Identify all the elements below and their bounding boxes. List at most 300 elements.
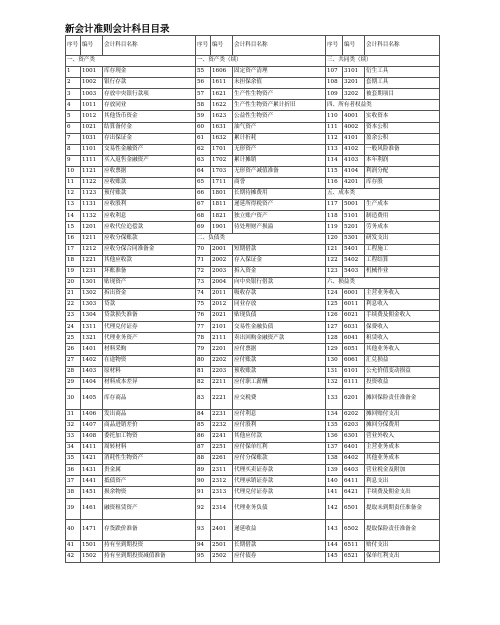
cell-seq: 9	[66, 155, 81, 166]
cell-account-name: 手续费及佣金支出	[365, 487, 440, 498]
column-header: 会计科目名称	[365, 36, 440, 56]
cell-account-name: 累计摊销	[233, 155, 326, 166]
column-header: 序号	[326, 36, 343, 56]
cell-code: 6061	[343, 355, 365, 366]
cell-seq: 6	[66, 122, 81, 133]
cell-seq: 34	[66, 443, 81, 454]
cell-seq: 88	[196, 454, 211, 465]
cell-account-name: 制造费用	[365, 211, 440, 222]
cell-account-name: 预付账款	[103, 189, 196, 200]
cell-account-name: 保单红利支出	[365, 551, 440, 562]
cell-code: 6051	[343, 344, 365, 355]
cell-seq: 108	[326, 78, 343, 89]
cell-account-name: 商誉	[233, 178, 326, 189]
cell-account-name: 利息支出	[365, 476, 440, 487]
account-catalog-table	[65, 35, 440, 563]
cell-code: 6521	[343, 551, 365, 562]
cell-code: 1631	[211, 122, 233, 133]
cell-code: 2001	[211, 244, 233, 255]
cell-seq: 125	[326, 300, 343, 311]
table-row	[66, 200, 440, 211]
cell-seq: 132	[326, 377, 343, 388]
table-row	[66, 300, 440, 311]
cell-seq: 38	[66, 487, 81, 498]
table-row	[66, 277, 440, 288]
cell-account-name: 抵债资产	[103, 476, 196, 487]
cell-seq: 65	[196, 178, 211, 189]
cell-account-name: 应收代位追偿款	[103, 222, 196, 233]
cell-account-name: 盈余公积	[365, 133, 440, 144]
cell-code: 4103	[343, 155, 365, 166]
cell-account-name: 融资租赁资产	[103, 498, 196, 519]
cell-code: 6031	[343, 322, 365, 333]
table-row	[66, 100, 440, 111]
table-row	[66, 432, 440, 443]
cell-seq: 73	[196, 277, 211, 288]
cell-code: 5403	[343, 266, 365, 277]
cell-seq: 30	[66, 388, 81, 409]
cell-account-name: 工程施工	[365, 244, 440, 255]
cell-seq: 55	[196, 67, 211, 78]
cell-account-name: 贵金属	[103, 465, 196, 476]
cell-code: 6041	[343, 333, 365, 344]
cell-code: 4002	[343, 122, 365, 133]
cell-seq: 36	[66, 465, 81, 476]
cell-account-name: 被套期项目	[365, 89, 440, 100]
cell-account-name: 持有至到期投资	[103, 540, 196, 551]
table-row	[66, 322, 440, 333]
cell-seq: 110	[326, 111, 343, 122]
cell-seq: 116	[326, 178, 343, 189]
cell-account-name: 贴现负债	[233, 311, 326, 322]
cell-account-name: 应收利息	[103, 211, 196, 222]
cell-seq: 117	[326, 200, 343, 211]
table-row	[66, 366, 440, 377]
cell-seq: 67	[196, 200, 211, 211]
cell-account-name: 生产性生物资产	[233, 89, 326, 100]
cell-account-name: 损余物资	[103, 487, 196, 498]
table-row	[66, 78, 440, 89]
cell-seq: 89	[196, 465, 211, 476]
cell-account-name: 一般风险准备	[365, 144, 440, 155]
table-row	[66, 244, 440, 255]
cell-account-name: 应收股利	[103, 200, 196, 211]
table-row	[66, 89, 440, 100]
cell-code: 2401	[211, 519, 233, 540]
cell-seq: 16	[66, 233, 81, 244]
column-header: 编号	[343, 36, 365, 56]
cell-seq: 82	[196, 377, 211, 388]
cell-code: 1021	[81, 122, 103, 133]
cell-code: 6421	[343, 487, 365, 498]
cell-code: 2021	[211, 311, 233, 322]
cell-seq: 12	[66, 189, 81, 200]
column-header: 编号	[81, 36, 103, 56]
cell-seq: 72	[196, 266, 211, 277]
cell-seq: 123	[326, 266, 343, 277]
cell-code: 2201	[211, 344, 233, 355]
section-label: 六、损益类	[326, 277, 440, 288]
cell-code: 5401	[343, 244, 365, 255]
cell-account-name: 消耗性生物资产	[103, 454, 196, 465]
cell-code: 1302	[81, 288, 103, 299]
cell-account-name: 贴现资产	[103, 277, 196, 288]
page-title: 新会计准则会计科目目录	[65, 24, 170, 35]
cell-account-name: 摊回保险责任准备金	[365, 388, 440, 409]
cell-seq: 107	[326, 67, 343, 78]
cell-account-name: 套期工具	[365, 78, 440, 89]
cell-code: 1401	[81, 344, 103, 355]
table-row	[66, 178, 440, 189]
cell-seq: 71	[196, 255, 211, 266]
cell-account-name: 存放中央银行款项	[103, 89, 196, 100]
cell-seq: 2	[66, 78, 81, 89]
cell-account-name: 应收账款	[103, 178, 196, 189]
cell-account-name: 长期借款	[233, 540, 326, 551]
cell-seq: 124	[326, 288, 343, 299]
cell-code: 1461	[81, 498, 103, 519]
cell-account-name: 坏账准备	[103, 266, 196, 277]
cell-account-name: 其他应收款	[103, 255, 196, 266]
cell-seq: 37	[66, 476, 81, 487]
cell-seq: 13	[66, 200, 81, 211]
cell-account-name: 主营业务收入	[365, 288, 440, 299]
cell-code: 5101	[343, 211, 365, 222]
cell-seq: 92	[196, 498, 211, 519]
cell-account-name: 待处理财产损溢	[233, 222, 326, 233]
cell-account-name: 摊回分保费用	[365, 420, 440, 431]
cell-account-name: 其他业务收入	[365, 344, 440, 355]
cell-code: 6011	[343, 300, 365, 311]
cell-code: 1011	[81, 100, 103, 111]
cell-code: 1701	[211, 144, 233, 155]
cell-account-name: 递延所得税资产	[233, 200, 326, 211]
table-row	[66, 122, 440, 133]
cell-account-name: 应收分保账款	[103, 233, 196, 244]
cell-code: 2012	[211, 300, 233, 311]
cell-account-name: 应付利息	[233, 409, 326, 420]
cell-seq: 62	[196, 144, 211, 155]
cell-code: 6301	[343, 432, 365, 443]
cell-code: 2202	[211, 355, 233, 366]
cell-code: 6101	[343, 366, 365, 377]
cell-seq: 64	[196, 166, 211, 177]
cell-account-name: 实收资本	[365, 111, 440, 122]
cell-seq: 112	[326, 133, 343, 144]
cell-code: 1121	[81, 166, 103, 177]
cell-seq: 111	[326, 122, 343, 133]
cell-code: 6111	[343, 377, 365, 388]
cell-code: 1611	[211, 78, 233, 89]
cell-account-name: 应付职工薪酬	[233, 377, 326, 388]
cell-account-name: 应付保单红利	[233, 443, 326, 454]
cell-seq: 10	[66, 166, 81, 177]
cell-code: 2502	[211, 551, 233, 562]
cell-seq: 115	[326, 166, 343, 177]
cell-seq: 90	[196, 476, 211, 487]
cell-account-name: 保费收入	[365, 322, 440, 333]
cell-account-name: 材料采购	[103, 344, 196, 355]
cell-code: 1451	[81, 487, 103, 498]
section-label: 四、所有者权益类	[326, 100, 440, 111]
cell-seq: 68	[196, 211, 211, 222]
cell-account-name: 拆入资金	[233, 266, 326, 277]
cell-account-name: 贷款损失准备	[103, 311, 196, 322]
cell-code: 6203	[343, 420, 365, 431]
cell-code: 1402	[81, 355, 103, 366]
cell-code: 2312	[211, 476, 233, 487]
cell-account-name: 同业存放	[233, 300, 326, 311]
cell-account-name: 拆出资金	[103, 288, 196, 299]
cell-code: 2314	[211, 498, 233, 519]
cell-code: 1421	[81, 454, 103, 465]
cell-seq: 85	[196, 420, 211, 431]
cell-account-name: 应付账款	[233, 355, 326, 366]
cell-code: 2261	[211, 454, 233, 465]
cell-code: 5301	[343, 233, 365, 244]
cell-code: 1901	[211, 222, 233, 233]
cell-seq: 11	[66, 178, 81, 189]
cell-code: 6403	[343, 465, 365, 476]
cell-seq: 66	[196, 189, 211, 200]
table-row	[66, 498, 440, 519]
cell-account-name: 原材料	[103, 366, 196, 377]
cell-code: 1303	[81, 300, 103, 311]
cell-seq: 138	[326, 454, 343, 465]
cell-code: 1501	[81, 540, 103, 551]
cell-seq: 145	[326, 551, 343, 562]
cell-account-name: 交易性金融资产	[103, 144, 196, 155]
cell-code: 1711	[211, 178, 233, 189]
cell-seq: 78	[196, 333, 211, 344]
cell-seq: 84	[196, 409, 211, 420]
cell-account-name: 贷款	[103, 300, 196, 311]
cell-account-name: 应付票据	[233, 344, 326, 355]
cell-account-name: 库存现金	[103, 67, 196, 78]
cell-code: 1703	[211, 166, 233, 177]
cell-account-name: 代理业务资产	[103, 333, 196, 344]
cell-seq: 7	[66, 133, 81, 144]
cell-account-name: 材料成本差异	[103, 377, 196, 388]
table-row	[66, 388, 440, 409]
cell-account-name: 周转材料	[103, 443, 196, 454]
cell-account-name: 存放同业	[103, 100, 196, 111]
cell-seq: 127	[326, 322, 343, 333]
cell-account-name: 交易性金融负债	[233, 322, 326, 333]
cell-code: 6501	[343, 498, 365, 519]
table-row	[66, 355, 440, 366]
cell-code: 1405	[81, 388, 103, 409]
cell-code: 1031	[81, 133, 103, 144]
cell-seq: 69	[196, 222, 211, 233]
cell-code: 3201	[343, 78, 365, 89]
cell-seq: 118	[326, 211, 343, 222]
table-row	[66, 465, 440, 476]
cell-seq: 15	[66, 222, 81, 233]
cell-seq: 133	[326, 388, 343, 409]
cell-seq: 21	[66, 288, 81, 299]
cell-seq: 114	[326, 155, 343, 166]
cell-seq: 40	[66, 519, 81, 540]
cell-account-name: 银行存款	[103, 78, 196, 89]
cell-code: 1471	[81, 519, 103, 540]
cell-account-name: 手续费及佣金收入	[365, 311, 440, 322]
cell-account-name: 无形资产	[233, 144, 326, 155]
table-row	[66, 133, 440, 144]
table-row	[66, 211, 440, 222]
cell-account-name: 代理承销证券款	[233, 476, 326, 487]
cell-seq: 1	[66, 67, 81, 78]
section-label: 三、共同类（续）	[326, 56, 440, 67]
cell-seq: 32	[66, 420, 81, 431]
cell-code: 6502	[343, 519, 365, 540]
column-header: 序号	[66, 36, 81, 56]
cell-code: 1003	[81, 89, 103, 100]
cell-seq: 91	[196, 487, 211, 498]
cell-seq: 120	[326, 233, 343, 244]
cell-account-name: 应付分保账款	[233, 454, 326, 465]
cell-seq: 26	[66, 344, 81, 355]
cell-code: 1101	[81, 144, 103, 155]
cell-seq: 3	[66, 89, 81, 100]
cell-seq: 35	[66, 454, 81, 465]
cell-code: 4201	[343, 178, 365, 189]
cell-seq: 5	[66, 111, 81, 122]
cell-seq: 87	[196, 443, 211, 454]
cell-code: 1212	[81, 244, 103, 255]
cell-account-name: 在途物资	[103, 355, 196, 366]
cell-seq: 143	[326, 519, 343, 540]
cell-account-name: 机械作业	[365, 266, 440, 277]
cell-code: 2311	[211, 465, 233, 476]
cell-code: 1211	[81, 233, 103, 244]
cell-code: 6001	[343, 288, 365, 299]
cell-account-name: 劳务成本	[365, 222, 440, 233]
cell-seq: 86	[196, 432, 211, 443]
cell-code: 1441	[81, 476, 103, 487]
cell-code: 4104	[343, 166, 365, 177]
cell-seq: 121	[326, 244, 343, 255]
section-label: 一、资产类（续）	[196, 56, 326, 67]
column-header: 编号	[211, 36, 233, 56]
cell-seq: 60	[196, 122, 211, 133]
cell-account-name: 买入返售金融资产	[103, 155, 196, 166]
cell-account-name: 库存股	[365, 178, 440, 189]
cell-seq: 134	[326, 409, 343, 420]
column-header: 会计科目名称	[103, 36, 196, 56]
cell-seq: 29	[66, 377, 81, 388]
cell-code: 1304	[81, 311, 103, 322]
cell-seq: 95	[196, 551, 211, 562]
cell-account-name: 商品进销差价	[103, 420, 196, 431]
cell-account-name: 摊回赔付支出	[365, 409, 440, 420]
cell-code: 6021	[343, 311, 365, 322]
table-row	[66, 344, 440, 355]
cell-code: 1406	[81, 409, 103, 420]
cell-code: 1431	[81, 465, 103, 476]
cell-seq: 61	[196, 133, 211, 144]
cell-code: 6511	[343, 540, 365, 551]
cell-account-name: 营业外收入	[365, 432, 440, 443]
cell-code: 1012	[81, 111, 103, 122]
cell-code: 2101	[211, 322, 233, 333]
cell-seq: 17	[66, 244, 81, 255]
cell-seq: 135	[326, 420, 343, 431]
cell-code: 2111	[211, 333, 233, 344]
cell-code: 1132	[81, 211, 103, 222]
cell-code: 1606	[211, 67, 233, 78]
cell-code: 1404	[81, 377, 103, 388]
cell-account-name: 衍生工具	[365, 67, 440, 78]
cell-code: 2241	[211, 432, 233, 443]
cell-account-name: 应付债券	[233, 551, 326, 562]
cell-account-name: 其他应付款	[233, 432, 326, 443]
cell-account-name: 代理买卖证券款	[233, 465, 326, 476]
cell-code: 2232	[211, 420, 233, 431]
cell-account-name: 本年利润	[365, 155, 440, 166]
cell-seq: 130	[326, 355, 343, 366]
cell-seq: 122	[326, 255, 343, 266]
cell-code: 1001	[81, 67, 103, 78]
table-row	[66, 255, 440, 266]
cell-account-name: 累计折耗	[233, 133, 326, 144]
cell-seq: 33	[66, 432, 81, 443]
table-row	[66, 519, 440, 540]
cell-account-name: 营业税金及附加	[365, 465, 440, 476]
table-row	[66, 443, 440, 454]
cell-code: 1221	[81, 255, 103, 266]
table-row	[66, 67, 440, 78]
cell-account-name: 吸收存款	[233, 288, 326, 299]
cell-seq: 128	[326, 333, 343, 344]
cell-seq: 140	[326, 476, 343, 487]
cell-code: 2211	[211, 377, 233, 388]
cell-account-name: 生产性生物资产累计折旧	[233, 100, 326, 111]
cell-account-name: 工程结算	[365, 255, 440, 266]
cell-seq: 141	[326, 487, 343, 498]
cell-seq: 58	[196, 100, 211, 111]
cell-code: 1311	[81, 322, 103, 333]
cell-code: 1002	[81, 78, 103, 89]
cell-code: 5001	[343, 200, 365, 211]
cell-code: 1111	[81, 155, 103, 166]
table-row	[66, 409, 440, 420]
cell-code: 1411	[81, 443, 103, 454]
cell-seq: 126	[326, 311, 343, 322]
cell-code: 6402	[343, 454, 365, 465]
cell-code: 5402	[343, 255, 365, 266]
cell-account-name: 主营业务成本	[365, 443, 440, 454]
section-label: 一、资产类	[66, 56, 196, 67]
table-row	[66, 266, 440, 277]
cell-account-name: 向中央银行借款	[233, 277, 326, 288]
cell-seq: 28	[66, 366, 81, 377]
cell-account-name: 固定资产清理	[233, 67, 326, 78]
table-row	[66, 476, 440, 487]
cell-code: 3101	[343, 67, 365, 78]
cell-code: 2501	[211, 540, 233, 551]
cell-code: 2251	[211, 443, 233, 454]
cell-account-name: 发出商品	[103, 409, 196, 420]
cell-seq: 129	[326, 344, 343, 355]
cell-code: 1131	[81, 200, 103, 211]
cell-seq: 136	[326, 432, 343, 443]
cell-code: 1122	[81, 178, 103, 189]
cell-code: 1801	[211, 189, 233, 200]
cell-account-name: 租赁收入	[365, 333, 440, 344]
cell-account-name: 油气资产	[233, 122, 326, 133]
cell-seq: 139	[326, 465, 343, 476]
